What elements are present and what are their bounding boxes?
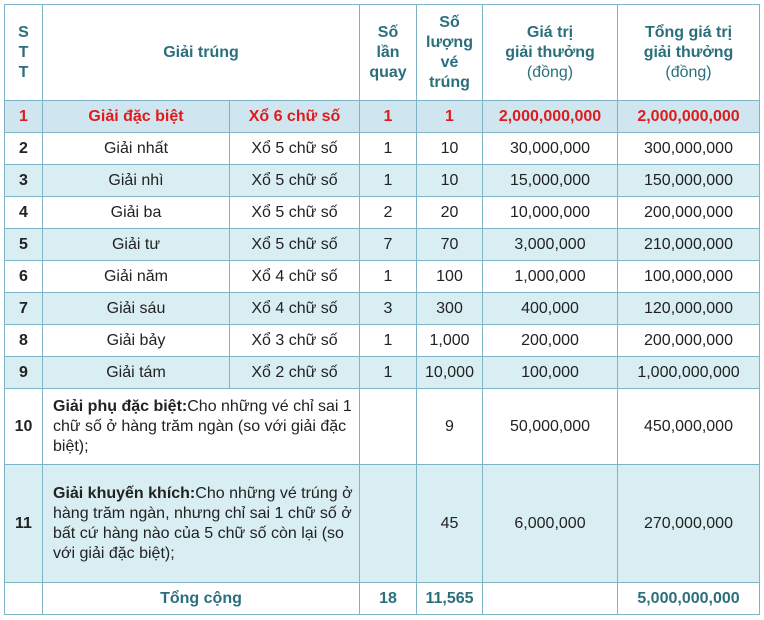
table-row bbox=[5, 229, 760, 261]
header-row bbox=[5, 5, 760, 101]
row-value: 2,000,000,000 bbox=[483, 101, 618, 133]
row-tickets: 1,000 bbox=[417, 325, 483, 357]
row-stt: 6 bbox=[5, 261, 43, 293]
row-prize: Giải năm bbox=[43, 261, 230, 293]
total-row bbox=[5, 583, 760, 615]
total-draws: 18 bbox=[360, 583, 417, 615]
row-tickets: 10 bbox=[417, 133, 483, 165]
row-stt: 2 bbox=[5, 133, 43, 165]
row-total: 2,000,000,000 bbox=[618, 101, 760, 133]
row-total: 100,000,000 bbox=[618, 261, 760, 293]
row-draws: 3 bbox=[360, 293, 417, 325]
header-prize: Giải trúng bbox=[43, 5, 360, 101]
row-stt: 4 bbox=[5, 197, 43, 229]
row-value: 200,000 bbox=[483, 325, 618, 357]
prize-table bbox=[4, 4, 760, 615]
row-prize: Giải tư bbox=[43, 229, 230, 261]
header-value-label: Giá trị giải thưởng bbox=[505, 23, 595, 61]
row-value: 3,000,000 bbox=[483, 229, 618, 261]
row-tickets: 45 bbox=[417, 465, 483, 583]
prize-table-container bbox=[4, 4, 760, 615]
row-value: 30,000,000 bbox=[483, 133, 618, 165]
table-row bbox=[5, 101, 760, 133]
row-tickets: 100 bbox=[417, 261, 483, 293]
row-draws: 2 bbox=[360, 197, 417, 229]
row-stt: 5 bbox=[5, 229, 43, 261]
row-value: 10,000,000 bbox=[483, 197, 618, 229]
row-tickets: 10 bbox=[417, 165, 483, 197]
row-prize: Giải đặc biệt bbox=[43, 101, 230, 133]
row-type: Xổ 5 chữ số bbox=[230, 133, 360, 165]
row-draws bbox=[360, 465, 417, 583]
row-tickets: 10,000 bbox=[417, 357, 483, 389]
header-value-unit: (đồng) bbox=[526, 63, 574, 81]
table-row bbox=[5, 325, 760, 357]
table-row bbox=[5, 465, 760, 583]
header-stt: S T T bbox=[5, 5, 43, 101]
row-value: 15,000,000 bbox=[483, 165, 618, 197]
row-type: Xổ 6 chữ số bbox=[230, 101, 360, 133]
row-stt: 3 bbox=[5, 165, 43, 197]
row-draws bbox=[360, 389, 417, 465]
row-stt: 8 bbox=[5, 325, 43, 357]
row-value: 50,000,000 bbox=[483, 389, 618, 465]
row-total: 270,000,000 bbox=[618, 465, 760, 583]
row-stt: 7 bbox=[5, 293, 43, 325]
row-prize: Giải nhì bbox=[43, 165, 230, 197]
row-value: 1,000,000 bbox=[483, 261, 618, 293]
total-stt-empty bbox=[5, 583, 43, 615]
row-description-title: Giải phụ đặc biệt: bbox=[53, 397, 188, 415]
header-total-label: Tổng giá trị giải thưởng bbox=[643, 23, 734, 61]
header-total bbox=[618, 5, 760, 101]
row-value: 400,000 bbox=[483, 293, 618, 325]
row-value: 100,000 bbox=[483, 357, 618, 389]
row-type: Xổ 4 chữ số bbox=[230, 261, 360, 293]
row-stt: 10 bbox=[5, 389, 43, 465]
row-type: Xổ 2 chữ số bbox=[230, 357, 360, 389]
header-tickets: Số lượng vé trúng bbox=[417, 5, 483, 101]
row-stt: 11 bbox=[5, 465, 43, 583]
header-value bbox=[483, 5, 618, 101]
row-draws: 1 bbox=[360, 165, 417, 197]
row-total: 1,000,000,000 bbox=[618, 357, 760, 389]
total-tickets: 11,565 bbox=[417, 583, 483, 615]
row-tickets: 70 bbox=[417, 229, 483, 261]
row-description-text: Cho những vé trúng ở hàng trăm ngàn, nhưng chỉ sai 1 chữ số ở bất cứ hàng nào của 5 chữ số còn lại (so với giải đặc biệt); bbox=[53, 484, 353, 562]
row-total: 150,000,000 bbox=[618, 165, 760, 197]
row-total: 120,000,000 bbox=[618, 293, 760, 325]
total-value-empty bbox=[483, 583, 618, 615]
total-label: Tổng cộng bbox=[43, 583, 360, 615]
row-prize: Giải sáu bbox=[43, 293, 230, 325]
table-row bbox=[5, 165, 760, 197]
row-value: 6,000,000 bbox=[483, 465, 618, 583]
row-draws: 7 bbox=[360, 229, 417, 261]
row-draws: 1 bbox=[360, 133, 417, 165]
row-total: 200,000,000 bbox=[618, 197, 760, 229]
row-type: Xổ 4 chữ số bbox=[230, 293, 360, 325]
row-prize: Giải ba bbox=[43, 197, 230, 229]
row-draws: 1 bbox=[360, 325, 417, 357]
row-tickets: 9 bbox=[417, 389, 483, 465]
row-description bbox=[43, 465, 360, 583]
row-stt: 1 bbox=[5, 101, 43, 133]
table-row bbox=[5, 293, 760, 325]
row-total: 210,000,000 bbox=[618, 229, 760, 261]
row-total: 200,000,000 bbox=[618, 325, 760, 357]
row-type: Xổ 5 chữ số bbox=[230, 197, 360, 229]
row-draws: 1 bbox=[360, 357, 417, 389]
row-stt: 9 bbox=[5, 357, 43, 389]
table-row bbox=[5, 357, 760, 389]
table-row bbox=[5, 261, 760, 293]
row-prize: Giải tám bbox=[43, 357, 230, 389]
row-type: Xổ 5 chữ số bbox=[230, 165, 360, 197]
table-row bbox=[5, 389, 760, 465]
row-type: Xổ 5 chữ số bbox=[230, 229, 360, 261]
row-prize: Giải bảy bbox=[43, 325, 230, 357]
row-description-text: Cho những vé chỉ sai 1 chữ số ở hàng trăm ngàn (so với giải đặc biệt); bbox=[53, 397, 352, 455]
header-draws: Số lần quay bbox=[360, 5, 417, 101]
table-row bbox=[5, 133, 760, 165]
row-tickets: 20 bbox=[417, 197, 483, 229]
row-prize: Giải nhất bbox=[43, 133, 230, 165]
row-draws: 1 bbox=[360, 261, 417, 293]
row-description bbox=[43, 389, 360, 465]
row-description-title: Giải khuyến khích: bbox=[53, 484, 196, 502]
row-total: 450,000,000 bbox=[618, 389, 760, 465]
row-total: 300,000,000 bbox=[618, 133, 760, 165]
row-tickets: 300 bbox=[417, 293, 483, 325]
total-sum: 5,000,000,000 bbox=[618, 583, 760, 615]
row-type: Xổ 3 chữ số bbox=[230, 325, 360, 357]
row-draws: 1 bbox=[360, 101, 417, 133]
header-total-unit: (đồng) bbox=[665, 63, 712, 81]
table-row bbox=[5, 197, 760, 229]
row-tickets: 1 bbox=[417, 101, 483, 133]
